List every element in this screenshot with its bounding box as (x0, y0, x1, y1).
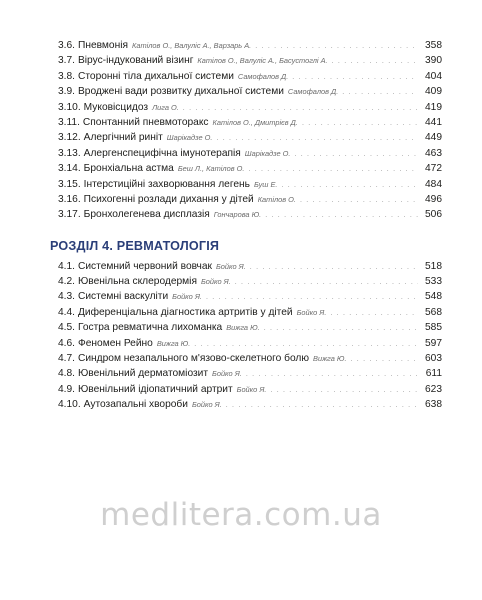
dot-leader (342, 85, 418, 100)
entry-number: 4.8. (58, 368, 75, 380)
toc-entry (58, 305, 442, 320)
dot-leader (246, 367, 418, 382)
entry-page-number: 597 (425, 337, 442, 349)
entry-authors: Самофалов Д. (237, 71, 289, 81)
entry-page-number: 390 (425, 55, 442, 67)
entry-authors: Вижга Ю. (156, 338, 191, 348)
toc-entry (58, 397, 442, 412)
entry-number: 4.9. (58, 383, 75, 395)
entry-number: 3.16. (58, 193, 81, 205)
dot-leader (183, 101, 418, 116)
entry-authors: Бойко Я. (191, 400, 222, 410)
entry-authors: Катілов О., Дмитрієв Д. (212, 117, 298, 127)
dot-leader (302, 116, 418, 131)
entry-number: 4.4. (58, 306, 75, 318)
toc-entry (58, 53, 442, 68)
entry-title: Гостра ревматична лихоманка (78, 322, 223, 334)
entry-number: 3.9. (58, 86, 75, 98)
watermark: medlitera.com.ua (100, 497, 382, 533)
dot-leader (226, 398, 418, 413)
section-4-heading: РОЗДІЛ 4. РЕВМАТОЛОГІЯ (50, 238, 220, 253)
entry-number: 3.11. (58, 116, 80, 128)
dot-leader (194, 337, 418, 352)
entry-title: Алергічний риніт (83, 132, 163, 144)
toc-entry (58, 336, 442, 351)
entry-authors: Бойко Я. (236, 384, 267, 394)
dot-leader (351, 352, 419, 367)
dot-leader (332, 54, 418, 69)
dot-leader (294, 147, 418, 162)
entry-page-number: 638 (425, 399, 442, 411)
entry-number: 4.3. (58, 291, 75, 303)
toc-entry (58, 146, 442, 161)
entry-authors: Катілов О. (257, 194, 296, 204)
entry-title: Бронхолегенева дисплазія (83, 209, 210, 221)
dot-leader (235, 275, 418, 290)
dot-leader (270, 383, 418, 398)
entry-title: Бронхіальна астма (83, 163, 174, 175)
entry-authors: Шарікадзе О. (244, 148, 291, 158)
entry-authors: Буш Е. (253, 179, 278, 189)
dot-leader (292, 70, 418, 85)
entry-title: Сторонні тіла дихальної системи (78, 70, 234, 82)
toc-entry (58, 382, 442, 397)
entry-title: Психогенні розлади дихання у дітей (83, 193, 254, 205)
entry-number: 3.14. (58, 163, 81, 175)
toc-entry (58, 38, 442, 53)
dot-leader (206, 290, 418, 305)
entry-number: 3.7. (58, 55, 75, 67)
toc-entry (58, 84, 442, 99)
entry-number: 4.2. (58, 276, 75, 288)
entry-authors: Бойко Я. (296, 307, 327, 317)
entry-page-number: 404 (425, 70, 442, 82)
entry-authors: Бойко Я. (172, 292, 202, 302)
toc-entry (58, 192, 442, 207)
toc-entry (58, 274, 442, 289)
entry-page-number: 472 (425, 163, 442, 175)
entry-title: Муковісцидоз (83, 101, 149, 113)
entry-number: 3.12. (58, 132, 81, 144)
entry-title: Феномен Рейно (78, 337, 153, 349)
entry-title: Вроджені вади розвитку дихальної системи (78, 86, 284, 98)
dot-leader (250, 260, 418, 275)
toc-entry (58, 259, 442, 274)
entry-authors: Катілов О., Валуліс А., Басустоглі А. (197, 56, 328, 66)
section-3-list (58, 38, 442, 223)
entry-number: 4.10. (58, 399, 81, 411)
entry-number: 4.1. (58, 260, 75, 272)
entry-number: 3.17. (58, 209, 81, 221)
entry-page-number: 484 (425, 178, 442, 190)
dot-leader (255, 39, 418, 54)
toc-entry (58, 115, 442, 130)
entry-page-number: 463 (425, 147, 442, 159)
entry-authors: Катілов О., Валуліс А., Варзарь А. (132, 41, 252, 50)
entry-authors: Лига О. (152, 102, 179, 112)
dot-leader (300, 193, 418, 208)
entry-page-number: 548 (425, 291, 442, 303)
entry-number: 4.5. (58, 322, 75, 334)
entry-page-number: 441 (425, 116, 442, 128)
entry-page-number: 506 (425, 209, 442, 221)
entry-title: Системний червоний вовчак (78, 260, 212, 272)
entry-page-number: 611 (425, 368, 442, 380)
entry-title: Диференціальна діагностика артритів у дітей (78, 306, 293, 318)
toc-entry (58, 366, 442, 381)
entry-page-number: 568 (425, 306, 442, 318)
entry-title: Ювенільний ідіопатичний артрит (78, 383, 233, 395)
entry-authors: Беш Л., Катілов О. (177, 164, 245, 174)
entry-title: Ювенільний дерматоміозит (78, 368, 209, 380)
toc-entry (58, 130, 442, 145)
entry-page-number: 409 (425, 86, 442, 98)
entry-page-number: 419 (425, 101, 442, 113)
entry-title: Інтерстиційні захворювання легень (83, 178, 250, 190)
entry-title: Пневмонія (78, 40, 128, 51)
entry-authors: Вижга Ю. (226, 323, 260, 333)
toc-entry (58, 351, 442, 366)
entry-page-number: 496 (425, 193, 442, 205)
entry-page-number: 603 (425, 353, 442, 365)
entry-authors: Бойко Я. (216, 261, 246, 271)
entry-page-number: 585 (425, 322, 442, 334)
dot-leader (264, 321, 418, 336)
entry-number: 3.10. (58, 101, 81, 113)
toc-entry (58, 161, 442, 176)
entry-number: 3.8. (58, 70, 75, 82)
entry-page-number: 533 (425, 276, 442, 288)
entry-authors: Гончарова Ю. (213, 210, 262, 220)
entry-authors: Шарікадзе О. (166, 133, 213, 143)
entry-title: Спонтанний пневмоторакс (82, 116, 209, 128)
entry-title: Ювенільна склеродермія (78, 276, 197, 288)
toc-entry (58, 289, 442, 304)
entry-number: 4.6. (58, 337, 75, 349)
toc-entry (58, 207, 442, 222)
dot-leader (281, 178, 418, 193)
entry-title: Синдром незапального м'язово-скелетного болю (78, 353, 310, 365)
entry-title: Системні васкуліти (78, 291, 169, 303)
toc-entry (58, 320, 442, 335)
toc-entry (58, 177, 442, 192)
entry-authors: Бойко Я. (200, 277, 231, 287)
dot-leader (248, 162, 418, 177)
entry-title: Аутозапальні хвороби (83, 399, 188, 411)
entry-page-number: 623 (425, 383, 442, 395)
entry-page-number: 449 (425, 132, 442, 144)
section-4-list (58, 259, 442, 413)
entry-number: 3.13. (58, 147, 81, 159)
entry-number: 3.15. (58, 178, 81, 190)
toc-entry (58, 69, 442, 84)
dot-leader (330, 306, 418, 321)
entry-number: 3.6. (58, 40, 75, 51)
entry-authors: Бойко Я. (212, 369, 242, 379)
toc-entry (58, 100, 442, 115)
entry-title: Вірус-індукований візинг (78, 55, 194, 67)
entry-number: 4.7. (58, 353, 75, 365)
table-of-contents (50, 38, 442, 413)
entry-authors: Самофалов Д. (287, 87, 339, 97)
entry-title: Алергенспецифічна імунотерапія (83, 147, 241, 159)
dot-leader (265, 208, 418, 223)
entry-page-number: 518 (425, 260, 442, 272)
dot-leader (216, 131, 418, 146)
entry-authors: Вижга Ю. (313, 354, 347, 364)
entry-page-number: 358 (425, 40, 442, 51)
